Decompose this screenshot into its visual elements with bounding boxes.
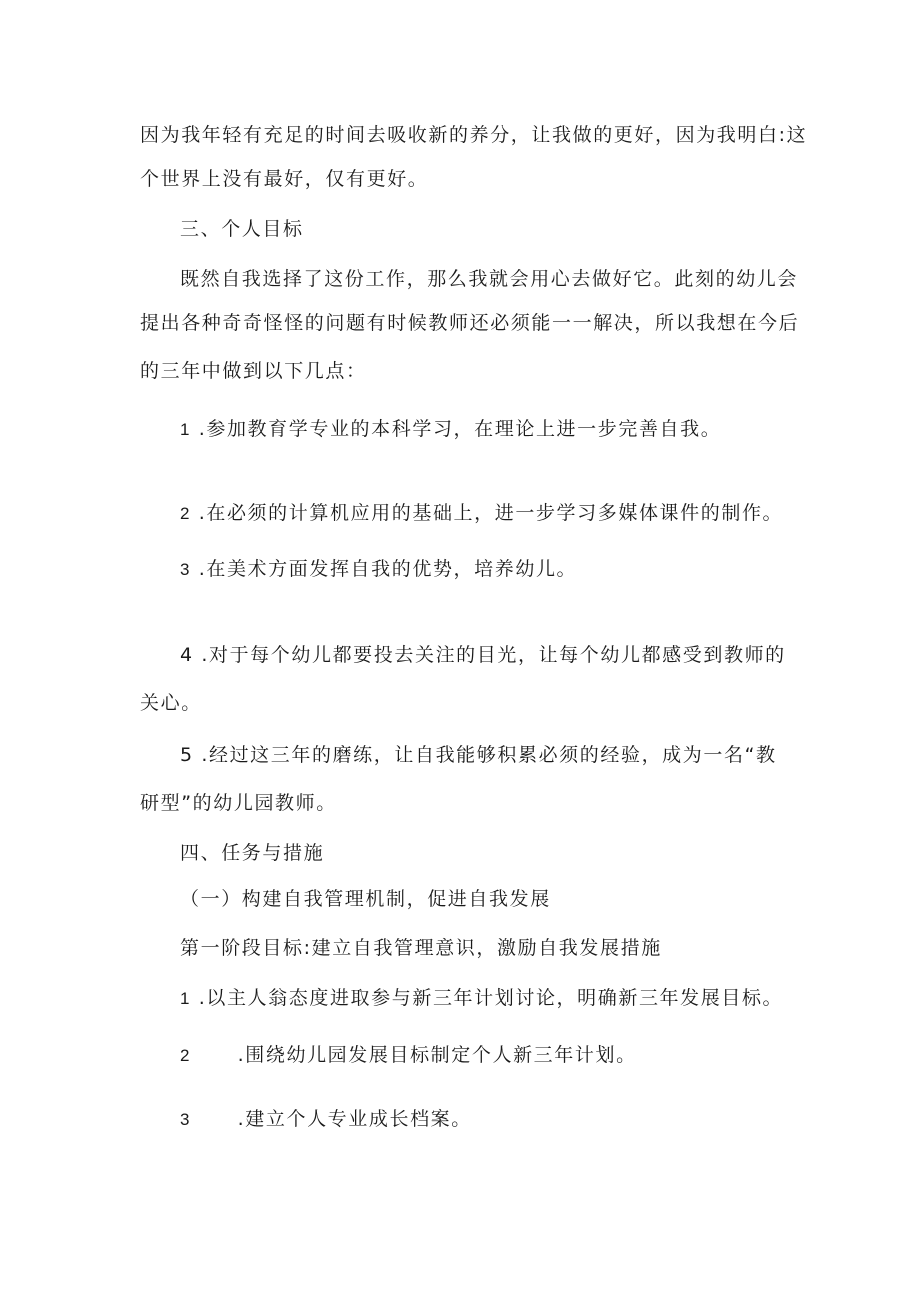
list-item: 4 .对于每个幼儿都要投去关注的目光，让每个幼儿都感受到教师的	[180, 644, 786, 666]
list-item	[180, 416, 721, 443]
stage-item-number: 1	[180, 989, 192, 1008]
stage-item-text: .围绕幼儿园发展目标制定个人新三年计划。	[237, 1044, 637, 1066]
section-heading: 三、个人目标	[180, 218, 304, 240]
stage-item	[180, 1042, 637, 1069]
stage-item-number: 2	[180, 1046, 192, 1065]
paragraph-line: 的三年中做到以下几点：	[140, 360, 367, 382]
list-item-text: .在必须的计算机应用的基础上，进一步学习多媒体课件的制作。	[198, 502, 784, 524]
list-item-number: 1	[180, 420, 192, 439]
stage-item-text: .建立个人专业成长档案。	[237, 1108, 472, 1130]
subsection-heading: （一）构建自我管理机制，促进自我发展	[180, 888, 551, 910]
list-item-text: .参加教育学专业的本科学习，在理论上进一步完善自我。	[198, 418, 722, 440]
paragraph-line: 研型”的幼儿园教师。	[140, 792, 337, 814]
paragraph-line: 提出各种奇奇怪怪的问题有时候教师还必须能一一解决，所以我想在今后	[140, 312, 800, 334]
paragraph-line: 因为我年轻有充足的时间去吸收新的养分，让我做的更好，因为我明白:这	[140, 124, 808, 146]
paragraph-line: 个世界上没有最好，仅有更好。	[140, 168, 429, 190]
list-item-number: 3	[180, 560, 192, 579]
stage-item	[180, 985, 783, 1012]
stage-item	[180, 1106, 472, 1133]
stage-goal: 第一阶段目标:建立自我管理意识，激励自我发展措施	[180, 937, 662, 959]
stage-item-number: 3	[180, 1110, 192, 1129]
list-item-text: .在美术方面发挥自我的优势，培养幼儿。	[198, 558, 578, 580]
list-item: 5 .经过这三年的磨练，让自我能够积累必须的经验，成为一名“教	[180, 744, 777, 766]
list-item	[180, 556, 577, 583]
list-item-number: 2	[180, 504, 192, 523]
stage-item-text: .以主人翁态度进取参与新三年计划讨论，明确新三年发展目标。	[198, 987, 784, 1009]
list-item	[180, 500, 783, 527]
paragraph-line: 既然自我选择了这份工作，那么我就会用心去做好它。此刻的幼儿会	[180, 268, 799, 290]
section-heading: 四、任务与措施	[180, 842, 325, 864]
paragraph-line: 关心。	[140, 692, 202, 714]
